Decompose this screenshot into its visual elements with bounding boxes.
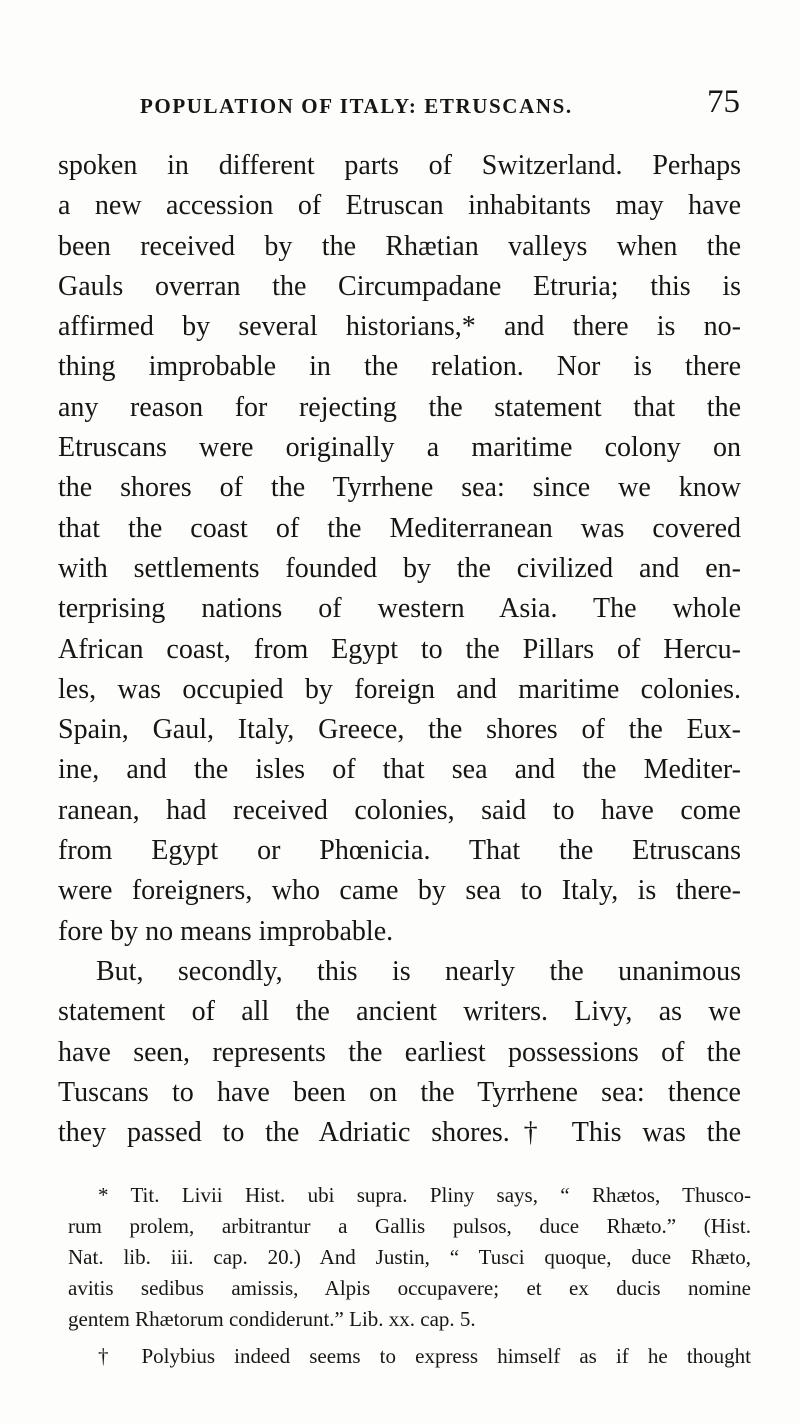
text-line: that the coast of the Mediterranean was covered [58, 512, 741, 544]
text-line: affirmed by several historians,* and there is no- [58, 311, 741, 343]
paragraph-start-line: But, secondly, this is nearly the unanimous [96, 955, 741, 987]
text-line: les, was occupied by foreign and maritime colonies. [58, 673, 741, 705]
page-header [140, 84, 740, 124]
footnote-line: avitis sedibus amissis, Alpis occupavere; et ex ducis nomine [68, 1276, 751, 1300]
text-line: thing improbable in the relation. Nor is there [58, 351, 741, 383]
text-line: ine, and the isles of that sea and the Mediter- [58, 754, 741, 786]
text-line: statement of all the ancient writers. Livy, as we [58, 996, 741, 1028]
text-line: Etruscans were originally a maritime colony on [58, 432, 741, 464]
body-text [58, 146, 741, 1153]
footnote-line: gentem Rhætorum condiderunt.” Lib. xx. cap. 5. [68, 1307, 476, 1331]
text-line: African coast, from Egypt to the Pillars of Hercu- [58, 633, 741, 665]
footnote-line: * Tit. Livii Hist. ubi supra. Pliny says, “ Rhætos, Thusco- [98, 1183, 751, 1207]
text-line: Gauls overran the Circumpadane Etruria; this is [58, 270, 741, 302]
text-line: terprising nations of western Asia. The whole [58, 593, 741, 625]
text-line: been received by the Rhætian valleys when the [58, 230, 741, 262]
footnote-line: Nat. lib. iii. cap. 20.) And Justin, “ Tusci quoque, duce Rhæto, [68, 1245, 751, 1269]
text-line: Tuscans to have been on the Tyrrhene sea: thence [58, 1076, 741, 1108]
text-line: fore by no means improbable. [58, 915, 394, 947]
text-line: a new accession of Etruscan inhabitants may have [58, 190, 741, 222]
text-line: were foreigners, who came by sea to Italy, is there- [58, 875, 741, 907]
text-line: the shores of the Tyrrhene sea: since we know [58, 472, 741, 504]
text-line: any reason for rejecting the statement that the [58, 391, 741, 423]
text-line: spoken in different parts of Switzerland. Perhaps [58, 150, 741, 181]
footnote-line: rum prolem, arbitrantur a Gallis pulsos, duce Rhæto.” (Hist. [68, 1214, 751, 1238]
page-number: 75 [707, 84, 740, 120]
footnotes [68, 1180, 751, 1372]
text-line: Spain, Gaul, Italy, Greece, the shores of the Eux- [58, 714, 741, 746]
text-line: with settlements founded by the civilized and en- [58, 552, 741, 584]
text-line: from Egypt or Phœnicia. That the Etruscans [58, 835, 741, 867]
running-title: POPULATION OF ITALY: ETRUSCANS. [140, 94, 573, 118]
text-line: they passed to the Adriatic shores.† This was the [58, 1117, 741, 1149]
text-line: ranean, had received colonies, said to have come [58, 794, 741, 826]
footnote-line: † Polybius indeed seems to express himself as if he thought [98, 1344, 751, 1368]
text-line: have seen, represents the earliest possessions of the [58, 1036, 741, 1068]
